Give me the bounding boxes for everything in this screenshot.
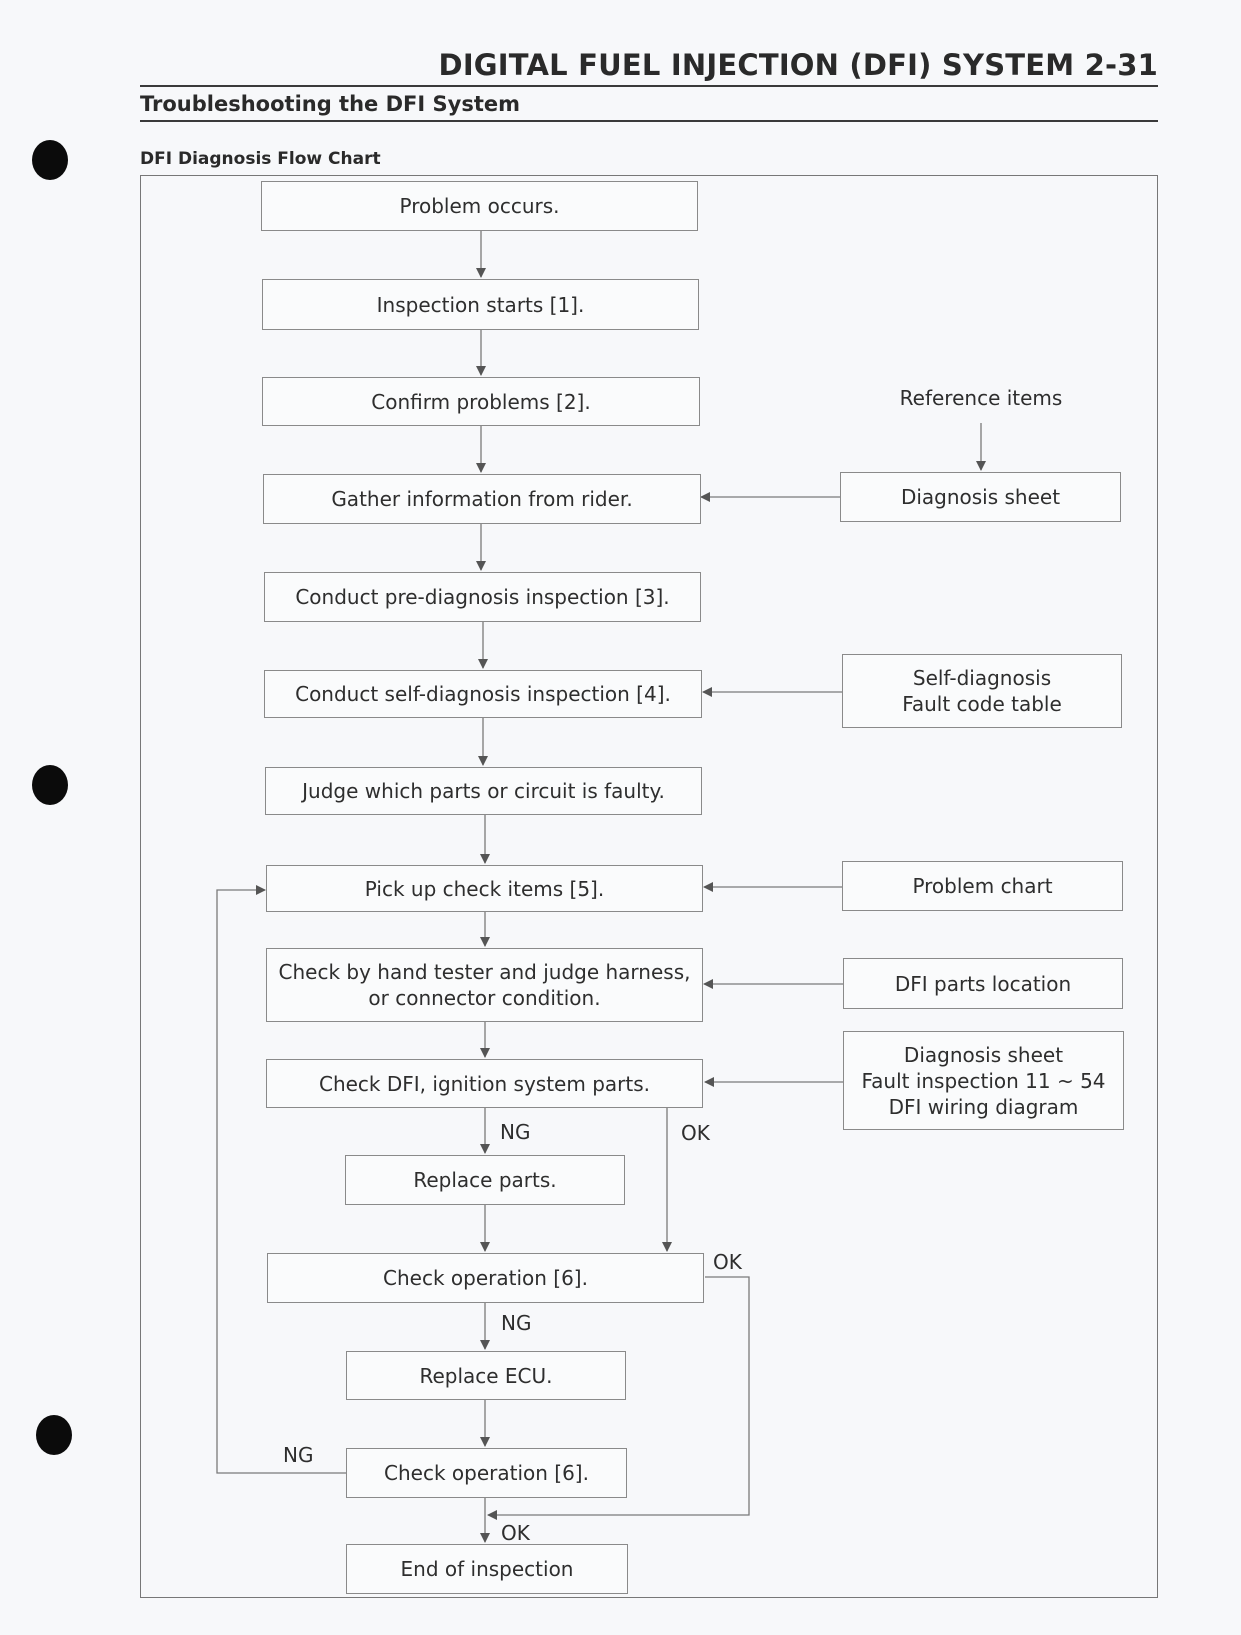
ref-box-self-diagnosis-table: Self-diagnosis Fault code table [842,654,1122,728]
flow-box-end-of-inspection: End of inspection [346,1544,628,1594]
flow-box-pre-diagnosis: Conduct pre-diagnosis inspection [3]. [264,572,701,622]
reference-items-heading: Reference items [899,386,1063,410]
label-ok-end: OK [501,1521,530,1545]
flow-box-pick-up-check-items: Pick up check items [5]. [266,865,703,912]
ref-box-problem-chart: Problem chart [842,861,1123,911]
ref-box-diagnosis-sheet: Diagnosis sheet [840,472,1121,522]
label-ng-replace-ecu: NG [501,1311,532,1335]
flow-box-problem-occurs: Problem occurs. [261,181,698,231]
flow-box-replace-ecu: Replace ECU. [346,1351,626,1400]
label-ok-bypass: OK [681,1121,710,1145]
flow-box-check-operation-2: Check operation [6]. [346,1448,627,1498]
flow-box-replace-parts: Replace parts. [345,1155,625,1205]
label-ok-check-operation-1: OK [713,1250,742,1274]
flow-box-check-operation-1: Check operation [6]. [267,1253,704,1303]
ref-box-fault-inspection: Diagnosis sheet Fault inspection 11 ~ 54 DFI wiring diagram [843,1031,1124,1130]
flow-box-self-diagnosis: Conduct self-diagnosis inspection [4]. [264,670,702,718]
flow-box-inspection-starts: Inspection starts [1]. [262,279,699,330]
chart-title: DFI Diagnosis Flow Chart [140,149,381,169]
ref-box-dfi-parts-location: DFI parts location [843,958,1123,1009]
flow-box-hand-tester: Check by hand tester and judge harness, or connector condition. [266,948,703,1022]
label-ng-loop: NG [283,1443,314,1467]
section-title: Troubleshooting the DFI System [140,92,520,116]
flow-box-check-dfi-parts: Check DFI, ignition system parts. [266,1059,703,1108]
label-ng-replace-parts: NG [500,1120,531,1144]
flow-box-confirm-problems: Confirm problems [2]. [262,377,700,426]
flow-box-judge-parts: Judge which parts or circuit is faulty. [265,767,702,815]
flow-box-gather-information: Gather information from rider. [263,474,701,524]
page-header-title: DIGITAL FUEL INJECTION (DFI) SYSTEM 2-31 [438,48,1158,82]
